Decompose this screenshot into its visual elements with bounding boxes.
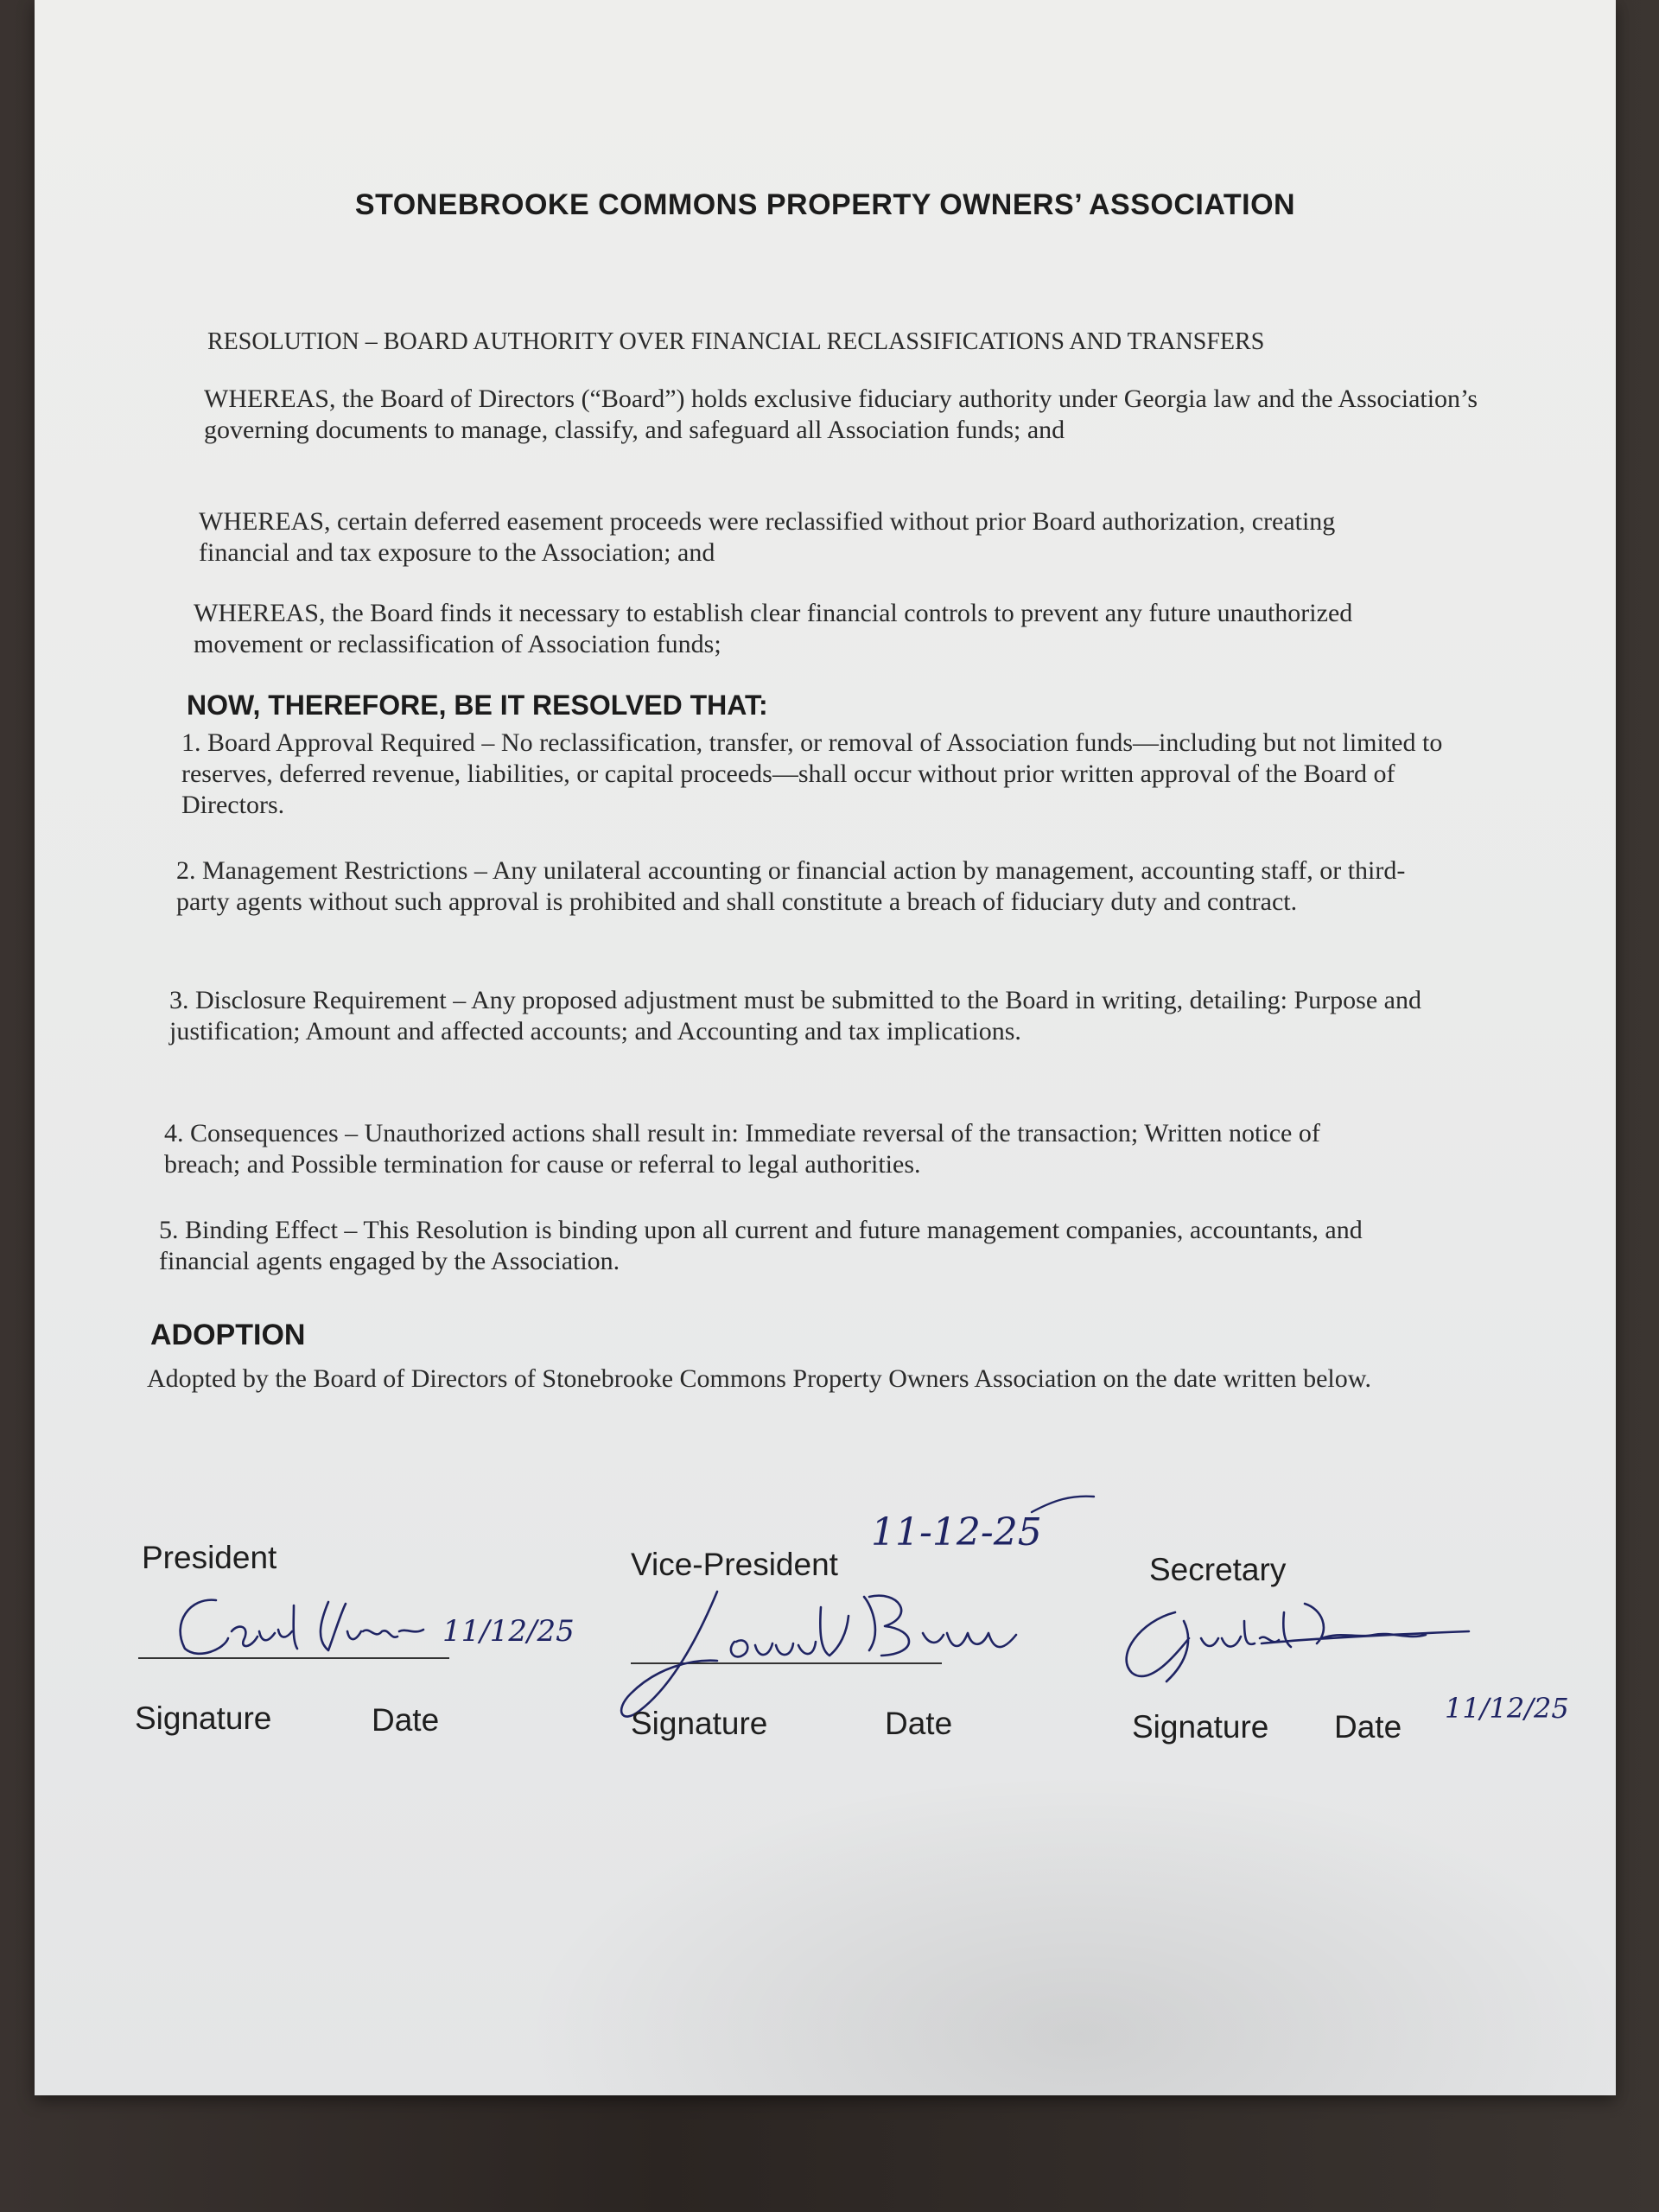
adoption-text: Adopted by the Board of Directors of Stonebrooke Commons Property Owners Association on the date written below.	[147, 1364, 1371, 1393]
president-label: President	[142, 1540, 277, 1575]
resolution-title: RESOLUTION – BOARD AUTHORITY OVER FINANCIAL RECLASSIFICATIONS AND TRANSFERS	[207, 328, 1265, 355]
resolved-heading: NOW, THEREFORE, BE IT RESOLVED THAT:	[187, 690, 768, 721]
president-handwritten-signature	[164, 1588, 441, 1666]
whereas-clause-2: WHEREAS, certain deferred easement proceeds were reclassified without prior Board authorization, creating financial and tax exposure to the Association; and	[199, 507, 1336, 567]
secretary-handwritten-signature	[1106, 1586, 1503, 1707]
whereas-clause-1: WHEREAS, the Board of Directors (“Board”) holds exclusive fiduciary authority under Georgia law and the Association’s governing documents to manage, classify, and safeguard all Association funds; and	[204, 385, 1478, 444]
secretary-handwritten-date: 11/12/25	[1445, 1692, 1569, 1725]
resolved-item-3: 3. Disclosure Requirement – Any proposed adjustment must be submitted to the Board in writing, detailing: Purpose and justification; Amount and affected accounts; and Accounting and tax implications.	[169, 986, 1421, 1046]
resolved-item-5: 5. Binding Effect – This Resolution is binding upon all current and future management companies, accountants, and financial agents engaged by the Association.	[159, 1216, 1363, 1275]
date-flourish-mark	[1028, 1491, 1097, 1517]
vice-president-handwritten-date: 11-12-25	[871, 1510, 1042, 1554]
president-date-caption: Date	[372, 1702, 440, 1738]
adoption-heading: ADOPTION	[150, 1319, 306, 1351]
document-page	[35, 0, 1616, 2095]
whereas-clause-3: WHEREAS, the Board finds it necessary to establish clear financial controls to prevent any future unauthorized movement or reclassification of Association funds;	[194, 599, 1353, 658]
secretary-label: Secretary	[1149, 1552, 1287, 1587]
vice-president-date-caption: Date	[885, 1706, 953, 1741]
phone-shadow	[518, 1771, 1642, 2100]
president-signature-caption: Signature	[135, 1700, 272, 1736]
secretary-date-caption: Date	[1334, 1709, 1402, 1745]
secretary-signature-caption: Signature	[1132, 1709, 1269, 1745]
resolved-item-1: 1. Board Approval Required – No reclassification, transfer, or removal of Association funds—including but not limited to reserves, deferred revenue, liabilities, or capital proceeds—shall occur without prior written approval of the Board of Directors.	[181, 728, 1443, 819]
vice-president-signature-caption: Signature	[631, 1706, 768, 1741]
vice-president-label: Vice-President	[631, 1547, 838, 1582]
resolved-item-2: 2. Management Restrictions – Any unilateral accounting or financial action by management, accounting staff, or third-party agents without such approval is prohibited and shall constitute a breach of fiduciary duty and contract.	[176, 856, 1406, 916]
president-handwritten-date: 11/12/25	[442, 1614, 575, 1649]
resolved-item-4: 4. Consequences – Unauthorized actions shall result in: Immediate reversal of the transaction; Written notice of breach; and Possible termination for cause or referral to legal authorities.	[164, 1119, 1320, 1179]
document-title: STONEBROOKE COMMONS PROPERTY OWNERS’ ASSOCIATION	[354, 188, 1296, 221]
